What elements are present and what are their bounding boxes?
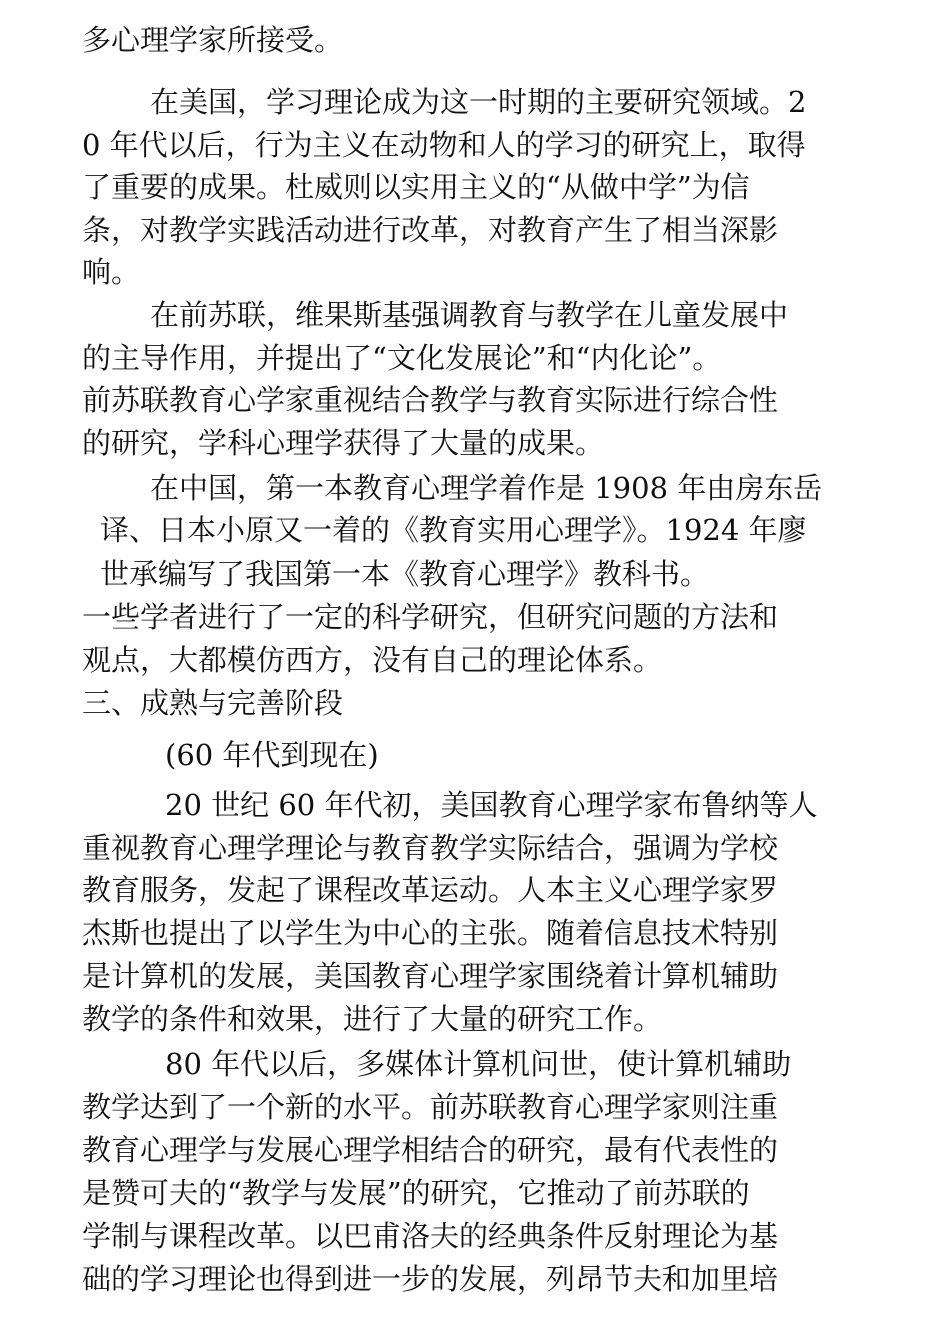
text-line: 是计算机的发展，美国教育心理学家围绕着计算机辅助 [82,959,779,993]
text-line: 教育服务，发起了课程改革运动。人本主义心理学家罗 [82,873,779,907]
section-subheading: (60 年代到现在) [165,738,379,772]
text-line: 了重要的成果。杜威则以实用主义的“从做中学”为信 [82,170,750,204]
paragraph-china-line: 在中国，第一本教育心理学着作是 1908 年由房东岳 [150,471,823,505]
section-heading: 三、成熟与完善阶段 [82,686,344,720]
text-line: 础的学习理论也得到进一步的发展，列昂节夫和加里培 [82,1262,779,1296]
paragraph-america-line: 在美国，学习理论成为这一时期的主要研究领域。2 [150,85,807,119]
text-line: 教学的条件和效果，进行了大量的研究工作。 [82,1002,663,1036]
text-line: 一些学者进行了一定的科学研究，但研究问题的方法和 [82,600,779,634]
text-line: 杰斯也提出了以学生为中心的主张。随着信息技术特别 [82,916,779,950]
paragraph-1980s-line: 80 年代以后，多媒体计算机问世，使计算机辅助 [165,1047,792,1081]
text-line: 条，对教学实践活动进行改革，对教育产生了相当深影 [82,213,779,247]
text-line: 重视教育心理学理论与教育教学实际结合，强调为学校 [82,831,779,865]
text-line: 译、日本小原又一着的《教育实用心理学》。1924 年廖 [100,513,807,547]
text-line: 前苏联教育心学家重视结合教学与教育实际进行综合性 [82,383,779,417]
text-line: 世承编写了我国第一本《教育心理学》教科书。 [100,557,710,591]
text-line: 的研究，学科心理学获得了大量的成果。 [82,426,605,460]
text-line: 0 年代以后，行为主义在动物和人的学习的研究上，取得 [82,128,806,162]
text-line: 响。 [82,255,141,289]
text-line: 观点，大都模仿西方，没有自己的理论体系。 [82,643,663,677]
paragraph-1960s-line: 20 世纪 60 年代初，美国教育心理学家布鲁纳等人 [165,788,818,822]
text-line: 是赞可夫的“教学与发展”的研究，它推动了前苏联的 [82,1176,750,1210]
text-line: 学制与课程改革。以巴甫洛夫的经典条件反射理论为基 [82,1219,779,1253]
text-line: 多心理学家所接受。 [82,23,344,57]
text-line: 教育心理学与发展心理学相结合的研究，最有代表性的 [82,1133,779,1167]
paragraph-soviet-line: 在前苏联，维果斯基强调教育与教学在儿童发展中 [150,298,789,332]
text-line: 教学达到了一个新的水平。前苏联教育心理学家则注重 [82,1090,779,1124]
text-line: 的主导作用，并提出了“文化发展论”和“内化论”。 [82,341,722,375]
